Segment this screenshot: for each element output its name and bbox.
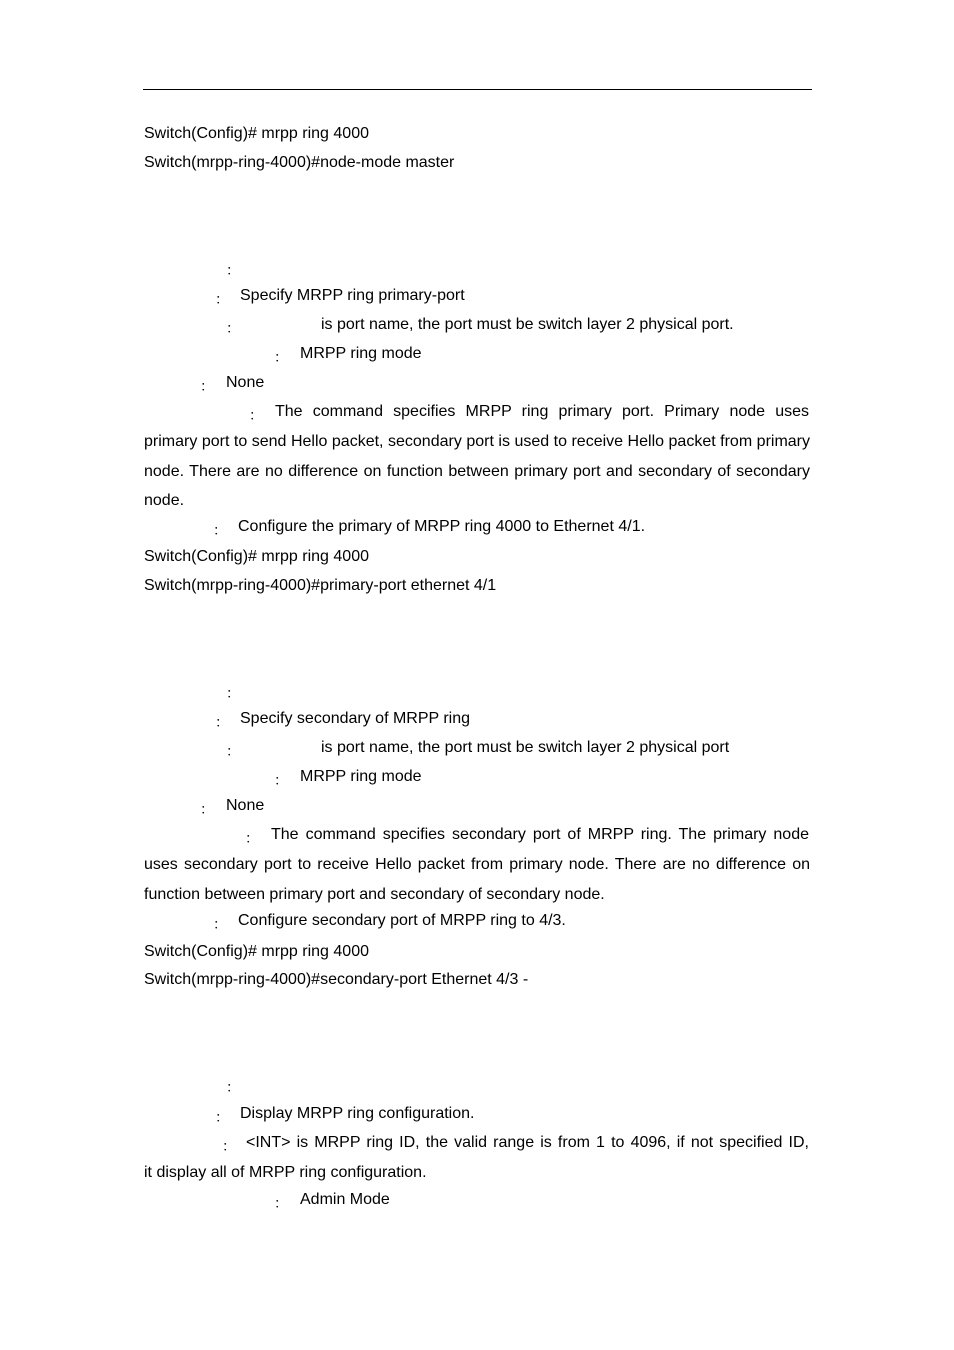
example-text: Configure the primary of MRPP ring 4000 to Ethernet 4/1. [238,518,646,535]
parameter-colon: ： [222,1138,236,1154]
function-text: Specify MRPP ring primary-port [240,287,465,304]
parameter-colon: ： [226,320,240,336]
command-colon: ： [226,262,240,278]
default-text: None [226,374,265,391]
default-colon: ： [200,801,214,817]
usage-text-first-line: The command specifies MRPP ring primary port. Primary node uses [275,403,809,420]
command-example-line: Switch(Config)# mrpp ring 4000 [144,548,369,565]
usage-text-first-line: The command specifies secondary port of MRPP ring. The primary node [271,826,809,843]
command-example-line: Switch(Config)# mrpp ring 4000 [144,125,369,142]
usage-colon: ： [245,830,259,846]
command-mode-colon: ： [274,349,288,365]
default-text: None [226,797,265,814]
header-rule [143,89,812,90]
command-colon: ： [226,1079,240,1095]
parameter-text: is port name, the port must be switch layer 2 physical port [321,739,730,756]
command-mode-text: Admin Mode [300,1191,390,1208]
usage-text: uses secondary port to receive Hello packet from primary node. There are no difference on function between primary port and secondary of secondary node. [144,856,810,903]
function-text: Specify secondary of MRPP ring [240,710,471,727]
command-mode-text: MRPP ring mode [300,345,422,362]
command-colon: ： [226,685,240,701]
command-example-line: Switch(Config)# mrpp ring 4000 [144,943,369,960]
parameter-text-first-line: <INT> is MRPP ring ID, the valid range is from 1 to 4096, if not specified ID, [246,1134,809,1151]
command-mode-text: MRPP ring mode [300,768,422,785]
example-text: Configure secondary port of MRPP ring to 4/3. [238,912,566,929]
function-text: Display MRPP ring configuration. [240,1105,475,1122]
function-colon: ： [215,714,229,730]
example-colon: ： [213,522,227,538]
parameter-text: is port name, the port must be switch layer 2 physical port. [321,316,734,333]
command-mode-colon: ： [274,772,288,788]
example-colon: ： [213,916,227,932]
parameter-colon: ： [226,743,240,759]
function-colon: ： [215,1109,229,1125]
default-colon: ： [200,378,214,394]
command-example-line: Switch(mrpp-ring-4000)#secondary-port Ethernet 4/3 - [144,971,529,988]
command-example-line: Switch(mrpp-ring-4000)#node-mode master [144,154,455,171]
function-colon: ： [215,291,229,307]
parameter-text-continued: it display all of MRPP ring configuration. [144,1164,427,1181]
command-mode-colon: ： [274,1195,288,1211]
usage-colon: ： [249,407,263,423]
usage-text: primary port to send Hello packet, secondary port is used to receive Hello packet from primary node. There are no difference on function between primary port and secondary of secondary node. [144,433,810,509]
command-example-line: Switch(mrpp-ring-4000)#primary-port ethernet 4/1 [144,577,497,594]
